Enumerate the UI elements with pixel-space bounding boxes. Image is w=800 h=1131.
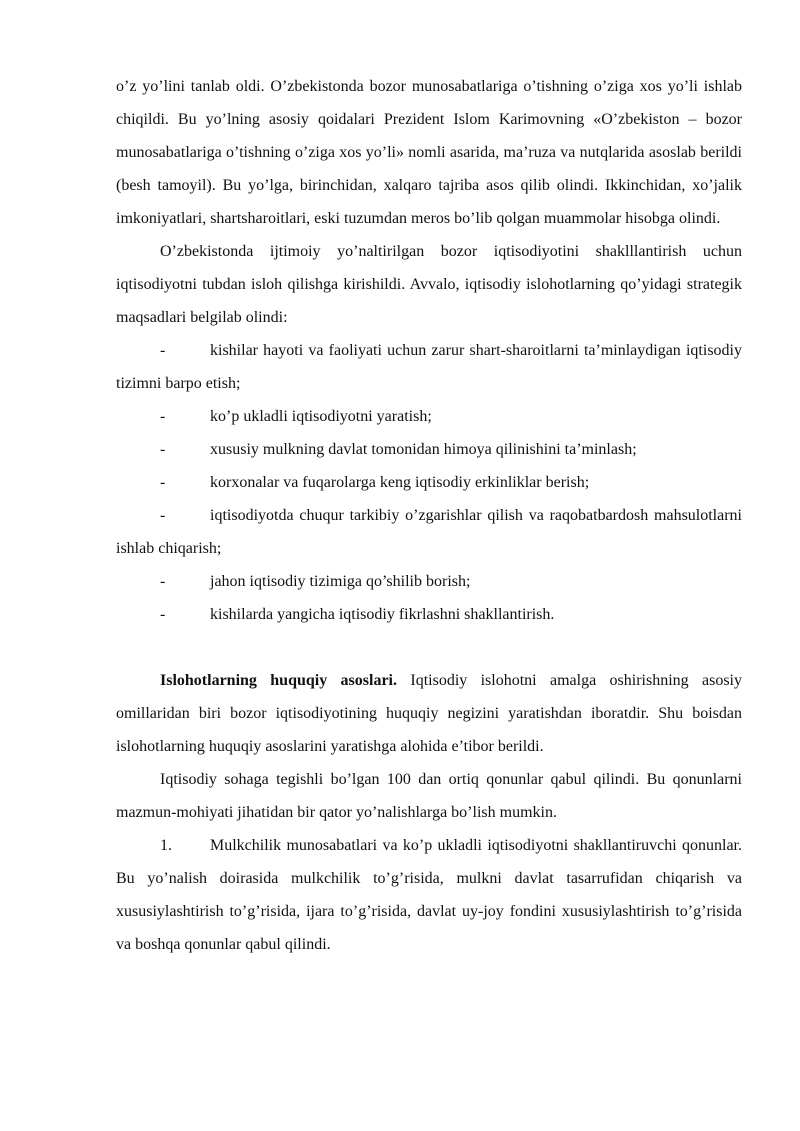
numbered-item-text: Mulkchilik munosabatlari va ko’p ukladli iqtisodiyotni shakllantiruvchi qonunlar. Bu yo’nalish doirasida mulkchilik to’g’risida, mulkni davlat tasarrufidan chiqarish va xususiylashtirish to’g’risida, ijara to’g’risida, davlat uy-joy fondini xususiylashtirish to’g’risida va boshqa qonunlar qabul qilindi. xyxy=(116,837,742,953)
paragraph-laws: Iqtisodiy sohaga tegishli bo’lgan 100 dan ortiq qonunlar qabul qilindi. Bu qonunlarni mazmun-mohiyati jihatidan bir qator yo’nalishlarga bo’lish mumkin. xyxy=(116,771,742,821)
list-dash: - xyxy=(160,606,166,623)
paragraph-intro: o’z yo’lini tanlab oldi. O’zbekistonda bozor munosabatlariga o’tishning o’ziga xos yo’li ishlab chiqildi. Bu yo’lning asosiy qoidalari Prezident Islom Karimovning «O’zbekiston – bozor munosabatlariga o’tishning o’ziga xos yo’li» nomli asarida, ma’ruza va nutqlarida asoslab berildi (besh tamoyil). Bu yo’lga, birinchidan, xalqaro tajriba asos qilib olindi. Ikkinchidan, xo’jalik imkoniyatlari, shartsharoitlari, eski tuzumdan meros bo’lib qolgan muammolar hisobga olindi. xyxy=(116,78,742,227)
list-item xyxy=(116,466,742,499)
list-item xyxy=(116,565,742,598)
item-number: 1. xyxy=(160,837,172,854)
list-dash: - xyxy=(160,441,166,458)
spacer xyxy=(116,631,742,664)
list-dash: - xyxy=(160,573,166,590)
list-item-text: jahon iqtisodiy tizimiga qo’shilib borish; xyxy=(210,573,471,590)
list-dash: - xyxy=(160,507,166,524)
list-item-text: ko’p ukladli iqtisodiyotni yaratish; xyxy=(210,408,432,425)
section-heading: Islohotlarning huquqiy asoslari. xyxy=(160,672,398,689)
list-item xyxy=(116,598,742,631)
list-item-text: korxonalar va fuqarolarga keng iqtisodiy erkinliklar berish; xyxy=(210,474,590,491)
list-item xyxy=(116,433,742,466)
document-page xyxy=(116,70,742,961)
list-dash: - xyxy=(160,408,166,425)
list-dash: - xyxy=(160,474,166,491)
list-dash: - xyxy=(160,342,166,359)
list-item xyxy=(116,334,742,400)
paragraph-legal-basis xyxy=(116,664,742,763)
list-item xyxy=(116,400,742,433)
list-item-text: kishilar hayoti va faoliyati uchun zarur shart-sharoitlarni ta’minlaydigan iqtisodiy tizimni barpo etish; xyxy=(116,342,742,392)
list-item-text: kishilarda yangicha iqtisodiy fikrlashni shakllantirish. xyxy=(210,606,555,623)
list-item xyxy=(116,499,742,565)
paragraph-reforms: O’zbekistonda ijtimoiy yo’naltirilgan bozor iqtisodiyotini shaklllantirish uchun iqtisodiyotni tubdan isloh qilishga kirishildi. Avvalo, iqtisodiy islohotlarning qo’yidagi strategik maqsadlari belgilab olindi: xyxy=(116,243,742,326)
list-item-text: xususiy mulkning davlat tomonidan himoya qilinishini ta’minlash; xyxy=(210,441,637,458)
section-text: Iqtisodiy islohotni amalga oshirishning asosiy omillaridan biri bozor iqtisodiyotining huquqiy negizini yaratishdan iboratdir. Shu boisdan islohotlarning huquqiy asoslarini yaratishga alohida e’tibor berildi. xyxy=(116,672,743,755)
list-item-text: iqtisodiyotda chuqur tarkibiy o’zgarishlar qilish va raqobatbardosh mahsulotlarni ishlab chiqarish; xyxy=(116,507,742,557)
numbered-item xyxy=(116,829,742,961)
